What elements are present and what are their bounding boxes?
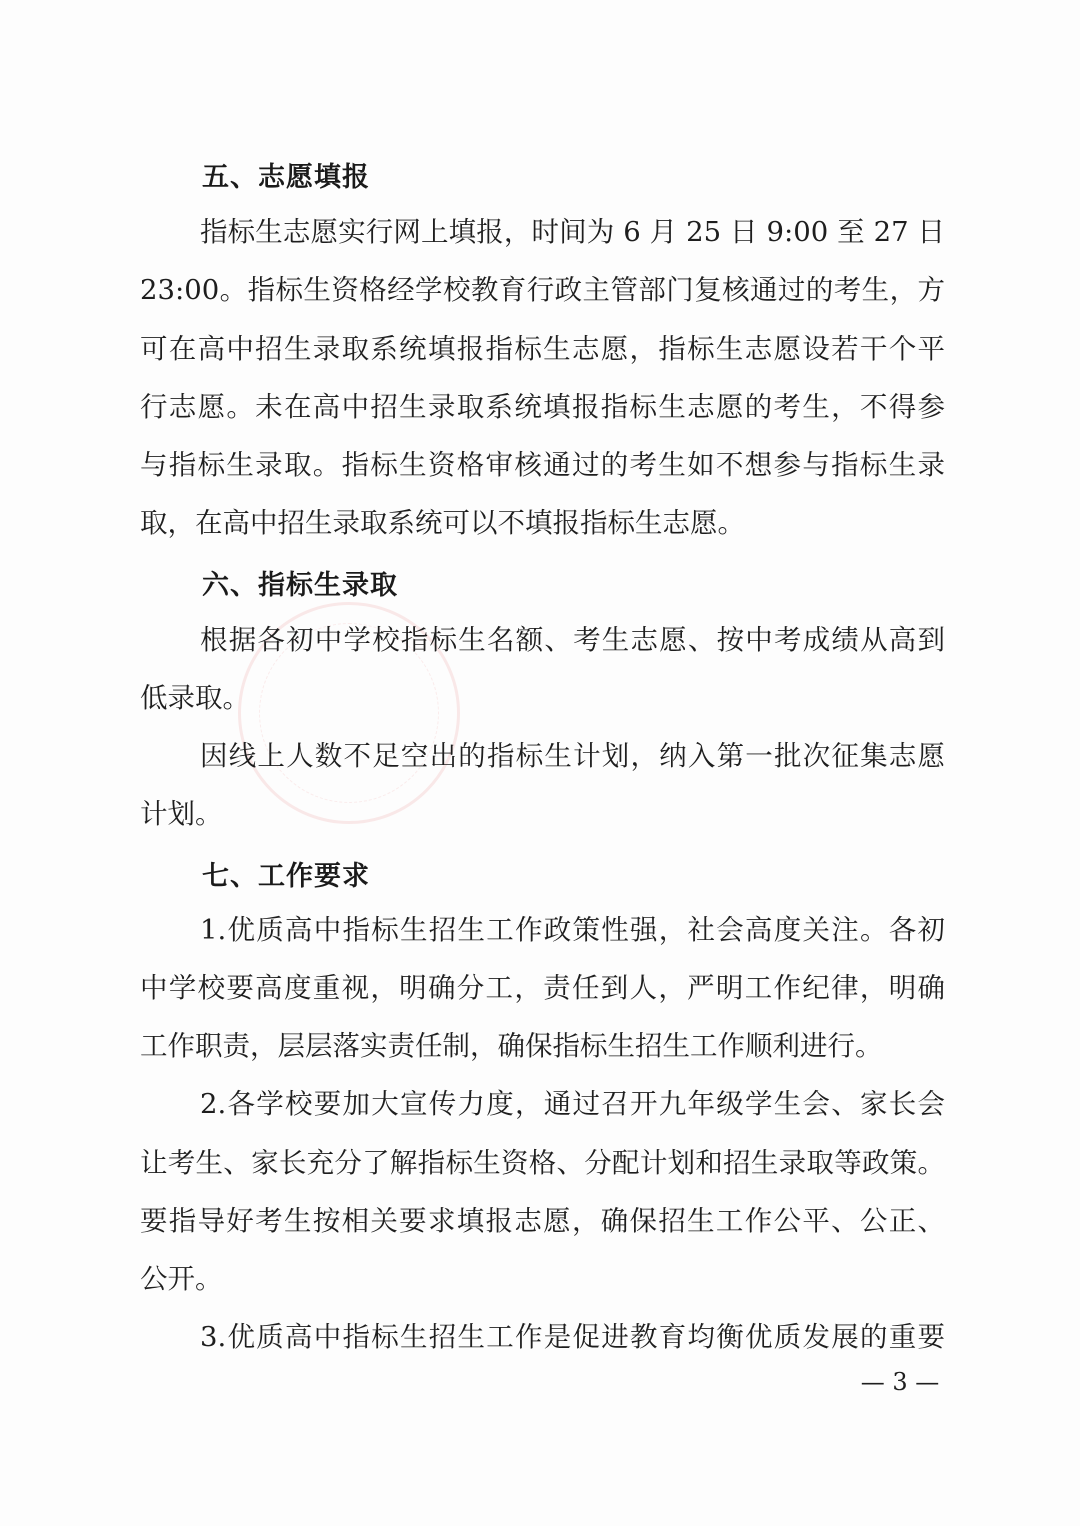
section-heading-6: 六、指标生录取: [202, 570, 398, 601]
paragraph-line: 因线上人数不足空出的指标生计划，纳入第一批次征集志愿: [200, 740, 945, 772]
paragraph-line: 与指标生录取。指标生资格审核通过的考生如不想参与指标生录: [140, 449, 945, 481]
paragraph-line: 要指导好考生按相关要求填报志愿，确保招生工作公平、公正、: [140, 1205, 945, 1237]
paragraph-line: 可在高中招生录取系统填报指标生志愿，指标生志愿设若干个平: [140, 333, 945, 365]
paragraph-line: 3.优质高中指标生招生工作是促进教育均衡优质发展的重要: [200, 1321, 945, 1353]
paragraph-line: 指标生志愿实行网上填报，时间为 6 月 25 日 9:00 至 27 日: [200, 216, 945, 248]
paragraph-line: 公开。: [140, 1263, 223, 1295]
paragraph-line: 取，在高中招生录取系统可以不填报指标生志愿。: [140, 507, 745, 539]
paragraph-line: 工作职责，层层落实责任制，确保指标生招生工作顺利进行。: [140, 1030, 883, 1062]
paragraph-line: 低录取。: [140, 682, 250, 714]
page-number: — 3 —: [860, 1368, 940, 1396]
paragraph-line: 2.各学校要加大宣传力度，通过召开九年级学生会、家长会: [200, 1088, 945, 1120]
paragraph-line: 行志愿。未在高中招生录取系统填报指标生志愿的考生，不得参: [140, 391, 945, 423]
paragraph-line: 根据各初中学校指标生名额、考生志愿、按中考成绩从高到: [200, 624, 945, 656]
paragraph-line: 中学校要高度重视，明确分工，责任到人，严明工作纪律，明确: [140, 972, 945, 1004]
paragraph-line: 计划。: [140, 798, 223, 830]
paragraph-line: 1.优质高中指标生招生工作政策性强，社会高度关注。各初: [200, 914, 945, 946]
paragraph-line: 让考生、家长充分了解指标生资格、分配计划和招生录取等政策。: [140, 1147, 945, 1179]
section-heading-7: 七、工作要求: [202, 861, 370, 892]
paragraph-line: 23:00。指标生资格经学校教育行政主管部门复核通过的考生，方: [140, 274, 945, 306]
section-heading-5: 五、志愿填报: [202, 162, 370, 193]
